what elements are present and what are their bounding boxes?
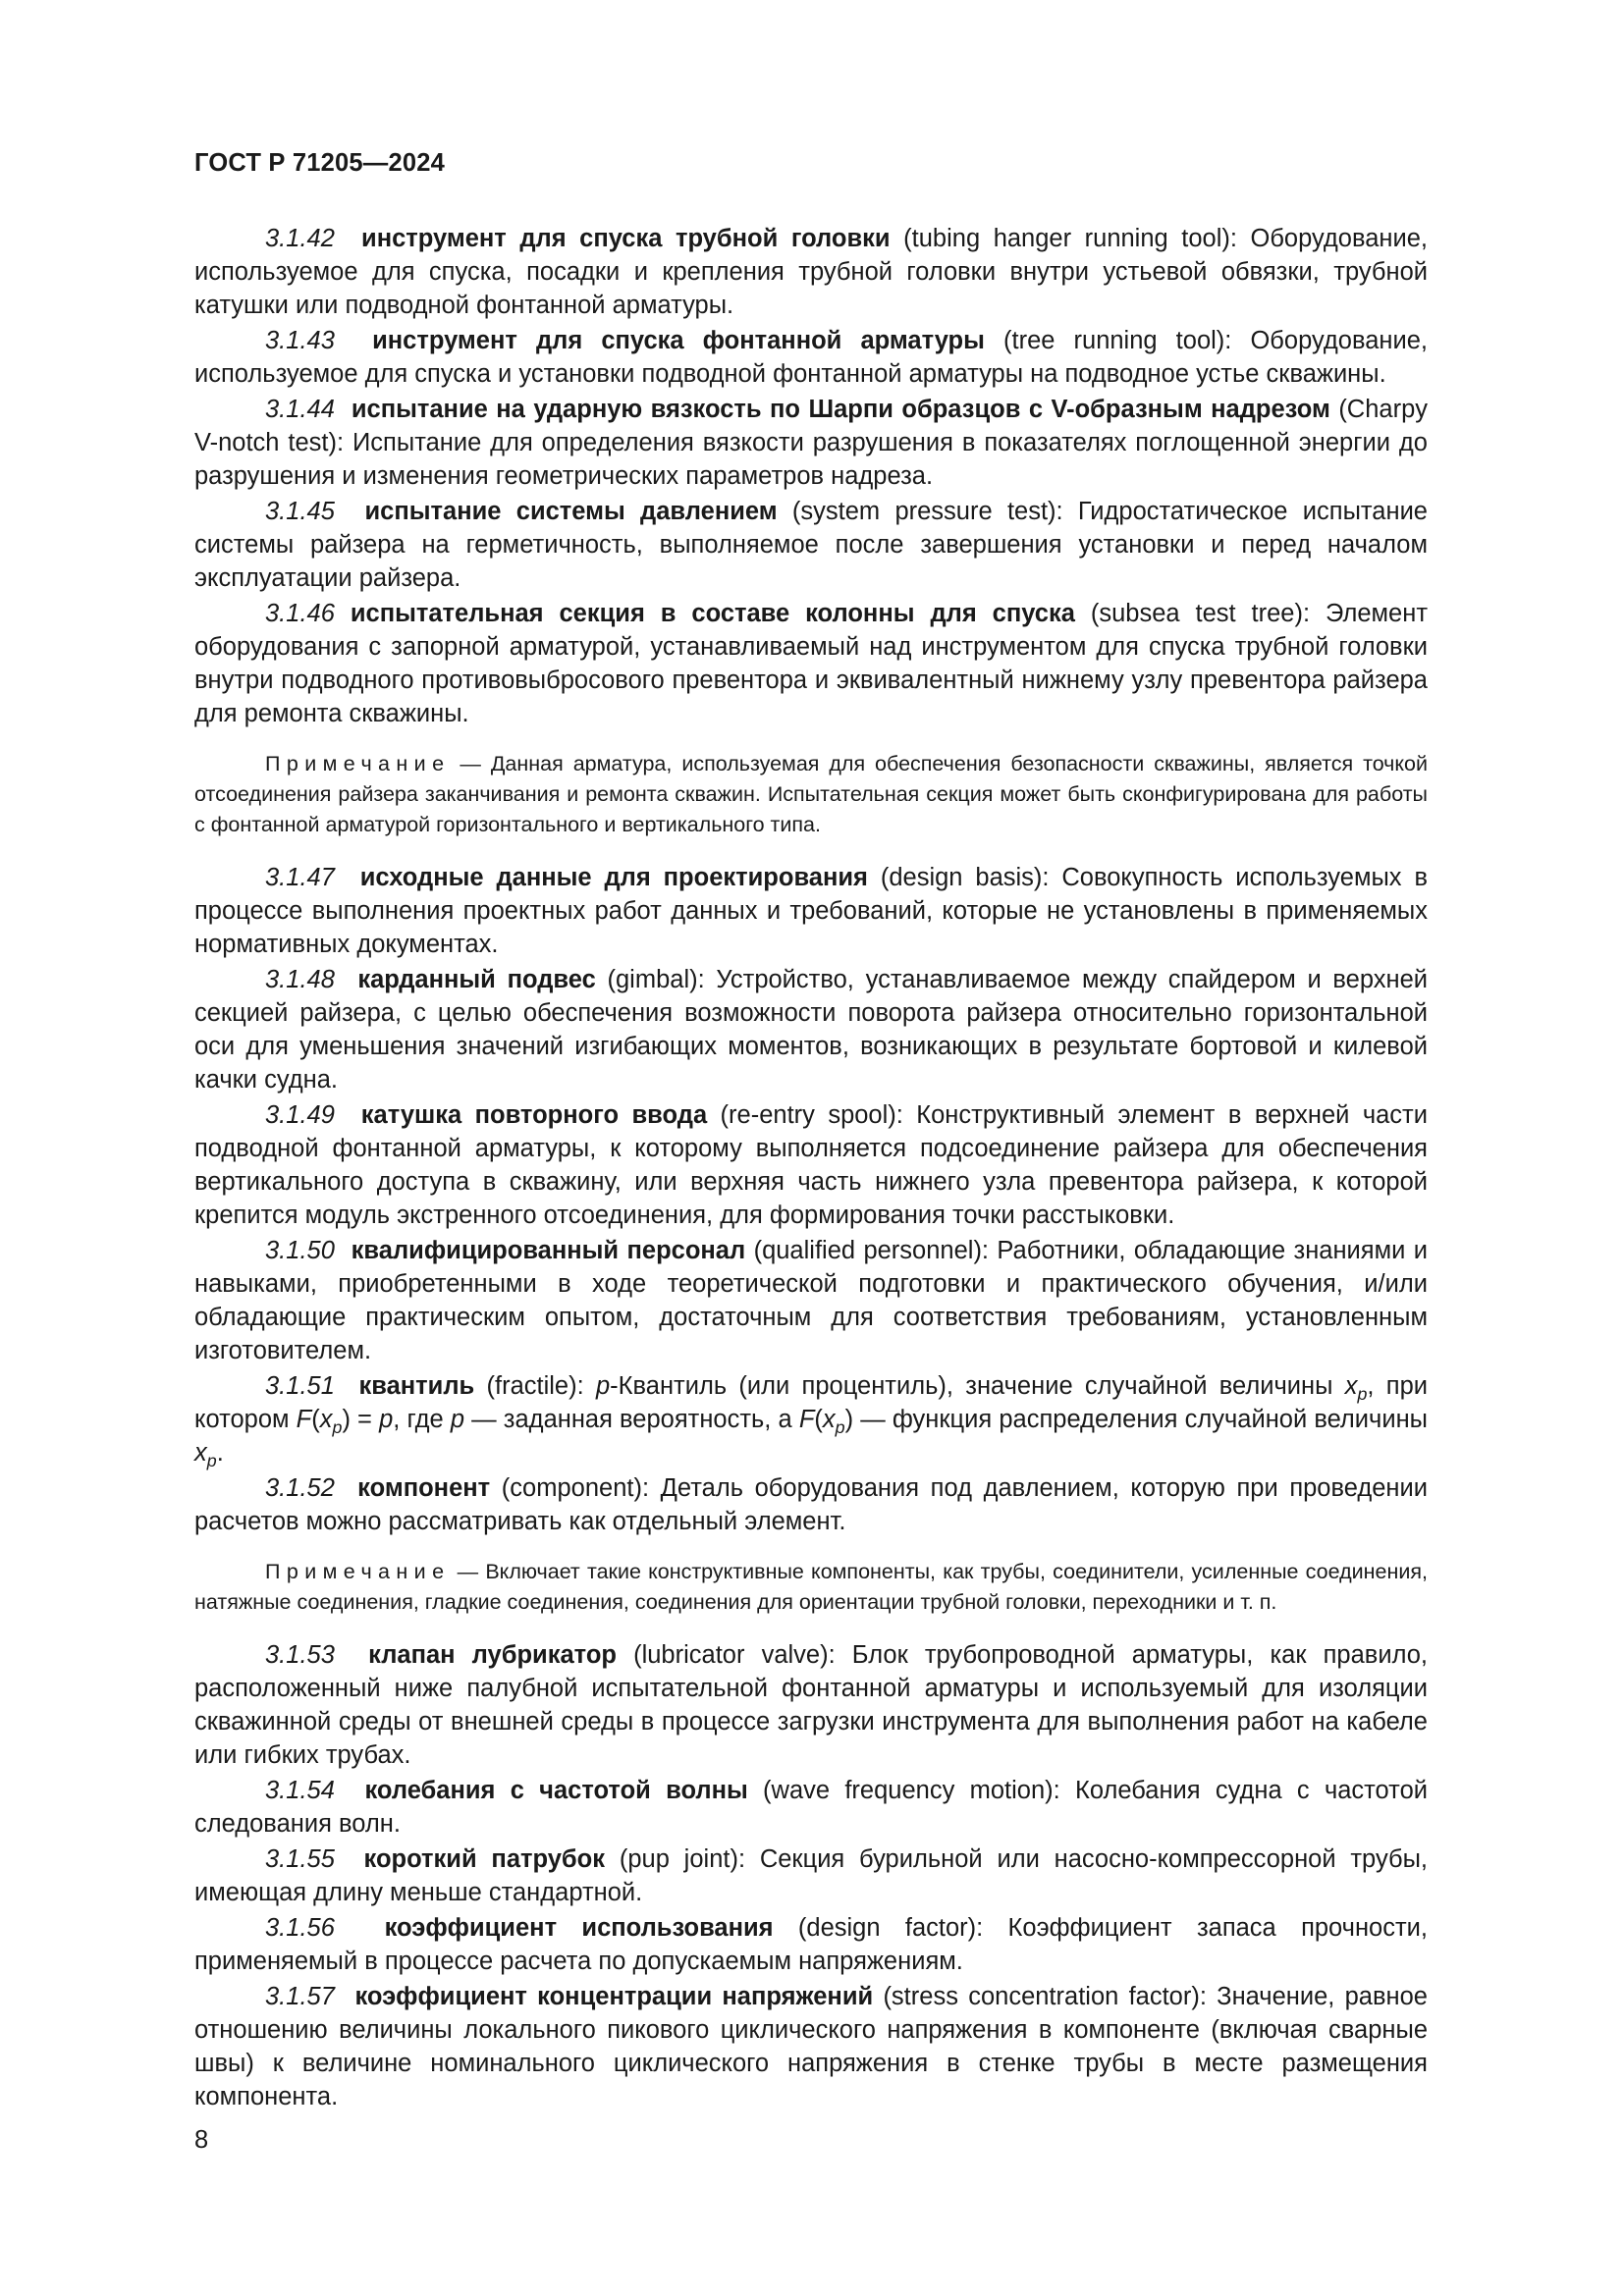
term-entry xyxy=(194,1911,1428,1978)
term-definition: (pup joint): Секция бурильной или насосно-компрессорной трубы, имеющая длину меньше стандартной. xyxy=(194,1845,1429,1906)
term-title: коэффициент концентрации напряжений xyxy=(354,1983,874,2010)
term-title: квалифицированный персонал xyxy=(351,1237,746,1264)
term-definition: (system pressure test): Гидростатическое испытание системы райзера на герметичность, выполняемое после завершения установки и перед началом эксплуатации райзера. xyxy=(194,498,1428,592)
term-entry xyxy=(194,1774,1428,1841)
term-number: 3.1.55 xyxy=(265,1845,335,1873)
term-definition: (lubricator valve): Блок трубопроводной арматуры, как правило, расположенный ниже палубной испытательной фонтанной арматуры и используемый для изоляции скважинной среды от внешней среды в процессе загрузки инструмента для выполнения работ на кабеле или гибких трубах. xyxy=(194,1641,1428,1769)
term-title: короткий патрубок xyxy=(363,1845,606,1873)
document-body xyxy=(194,222,1428,2113)
term-number: 3.1.51 xyxy=(265,1372,335,1400)
note xyxy=(194,749,1428,840)
term-number: 3.1.49 xyxy=(265,1101,335,1129)
term-definition: (design basis): Совокупность используемых в процессе выполнения проектных работ данных и требований, которые не установлены в применяемых нормативных документах. xyxy=(194,864,1428,958)
term-entry xyxy=(194,393,1428,493)
term-number: 3.1.42 xyxy=(265,225,335,252)
term-number: 3.1.53 xyxy=(265,1641,335,1669)
term-number: 3.1.47 xyxy=(265,864,335,891)
term-entry xyxy=(194,1471,1428,1538)
term-number: 3.1.46 xyxy=(265,600,335,627)
term-entry xyxy=(194,1842,1428,1909)
note-text: — Данная арматура, используемая для обеспечения безопасности скважины, является точкой отсоединения райзера заканчивания и ремонта скважин. Испытательная секция может быть сконфигурирована для работы с фонтанной арматурой горизонтального и вертикального типа. xyxy=(194,752,1428,836)
term-title: испытательная секция в составе колонны для спуска xyxy=(350,600,1075,627)
term-title: квантиль xyxy=(358,1372,475,1400)
note-label: Примечание xyxy=(265,1560,451,1583)
page-number: 8 xyxy=(194,2126,209,2154)
term-title: инструмент для спуска трубной головки xyxy=(361,225,891,252)
term-title: испытание на ударную вязкость по Шарпи образцов с V-образным надрезом xyxy=(351,396,1330,423)
term-title: инструмент для спуска фонтанной арматуры xyxy=(372,327,985,354)
note-text: — Включает такие конструктивные компоненты, как трубы, соединители, усиленные соединения, натяжные соединения, гладкие соединения, соединения для ориентации трубной головки, переходники и т. п. xyxy=(194,1560,1428,1614)
term-title: компонент xyxy=(357,1474,491,1502)
term-number: 3.1.44 xyxy=(265,396,335,423)
term-number: 3.1.43 xyxy=(265,327,335,354)
term-entry xyxy=(194,324,1428,391)
term-title: карданный подвес xyxy=(357,966,596,993)
term-number: 3.1.57 xyxy=(265,1983,335,2010)
term-definition: (stress concentration factor): Значение, равное отношению величины локального пикового циклического напряжения в компоненте (включая сварные швы) к величине номинального циклического напряжения в стенке трубы в месте размещения компонента. xyxy=(194,1983,1428,2110)
term-definition: (subsea test tree): Элемент оборудования с запорной арматурой, устанавливаемый над инструментом для спуска трубной головки внутри подводного противовыбросового превентора и эквивалентный нижнему узлу превентора райзера для ремонта скважины. xyxy=(194,600,1428,727)
term-entry xyxy=(194,861,1428,961)
term-title: испытание системы давлением xyxy=(364,498,778,525)
term-entry xyxy=(194,1098,1428,1232)
term-definition: (design factor): Коэффициент запаса прочности, применяемый в процессе расчета по допускаемым напряжениям. xyxy=(194,1914,1428,1975)
term-entry xyxy=(194,222,1428,322)
term-number: 3.1.45 xyxy=(265,498,335,525)
term-number: 3.1.54 xyxy=(265,1777,335,1804)
term-entry xyxy=(194,1369,1428,1469)
note-label: Примечание xyxy=(265,752,451,775)
term-definition: (tubing hanger running tool): Оборудование, используемое для спуска, посадки и крепления трубной головки внутри устьевой обвязки, трубной катушки или подводной фонтанной арматуры. xyxy=(194,225,1429,319)
term-number: 3.1.50 xyxy=(265,1237,335,1264)
term-title: исходные данные для проектирования xyxy=(359,864,868,891)
term-definition: (component): Деталь оборудования под давлением, которую при проведении расчетов можно рассматривать как отдельный элемент. xyxy=(194,1474,1429,1535)
term-number: 3.1.56 xyxy=(265,1914,335,1942)
term-entry xyxy=(194,597,1428,730)
term-title: катушка повторного ввода xyxy=(360,1101,708,1129)
term-definition: (re-entry spool): Конструктивный элемент в верхней части подводной фонтанной арматуры, к которому выполняется подсоединение райзера для обеспечения вертикального доступа в скважину, или верхняя часть нижнего узла превентора райзера, к которой крепится модуль экстренного отсоединения, для формирования точки расстыковки. xyxy=(194,1101,1428,1229)
term-entry xyxy=(194,495,1428,595)
term-definition: (gimbal): Устройство, устанавливаемое между спайдером и верхней секцией райзера, с целью обеспечения возможности поворота райзера относительно горизонтальной оси для уменьшения значений изгибающих моментов, возникающих в результате бортовой и килевой качки судна. xyxy=(194,966,1429,1094)
term-entry xyxy=(194,1638,1428,1772)
term-number: 3.1.52 xyxy=(265,1474,335,1502)
note xyxy=(194,1557,1428,1618)
term-entry xyxy=(194,1980,1428,2113)
term-number: 3.1.48 xyxy=(265,966,335,993)
term-title: коэффициент использования xyxy=(384,1914,774,1942)
document-header: ГОСТ Р 71205—2024 xyxy=(194,149,446,177)
term-definition: (qualified personnel): Работники, обладающие знаниями и навыками, приобретенными в ходе теоретической подготовки и практического обучения, и/или обладающие практическим опытом, достаточным для соответствия требованиям, установленным изготовителем. xyxy=(194,1237,1428,1364)
term-title: колебания с частотой волны xyxy=(364,1777,748,1804)
term-entry xyxy=(194,1234,1428,1367)
term-definition: (fractile): p-Квантиль (или процентиль), значение случайной величины $x_p$, при котором $F(x_p) = p$, где p — заданная вероятность, а $F(x_p)$ — функция распределения случайной величины $x_p$. xyxy=(194,1372,1429,1471)
term-definition: (Charpy V-notch test): Испытание для определения вязкости разрушения в показателях поглощенной энергии до разрушения и изменения геометрических параметров надреза. xyxy=(194,396,1429,490)
term-title: клапан лубрикатор xyxy=(368,1641,617,1669)
term-definition: (tree running tool): Оборудование, используемое для спуска и установки подводной фонтанной арматуры на подводное устье скважины. xyxy=(194,327,1428,388)
term-definition: (wave frequency motion): Колебания судна с частотой следования волн. xyxy=(194,1777,1428,1838)
term-entry xyxy=(194,963,1428,1096)
